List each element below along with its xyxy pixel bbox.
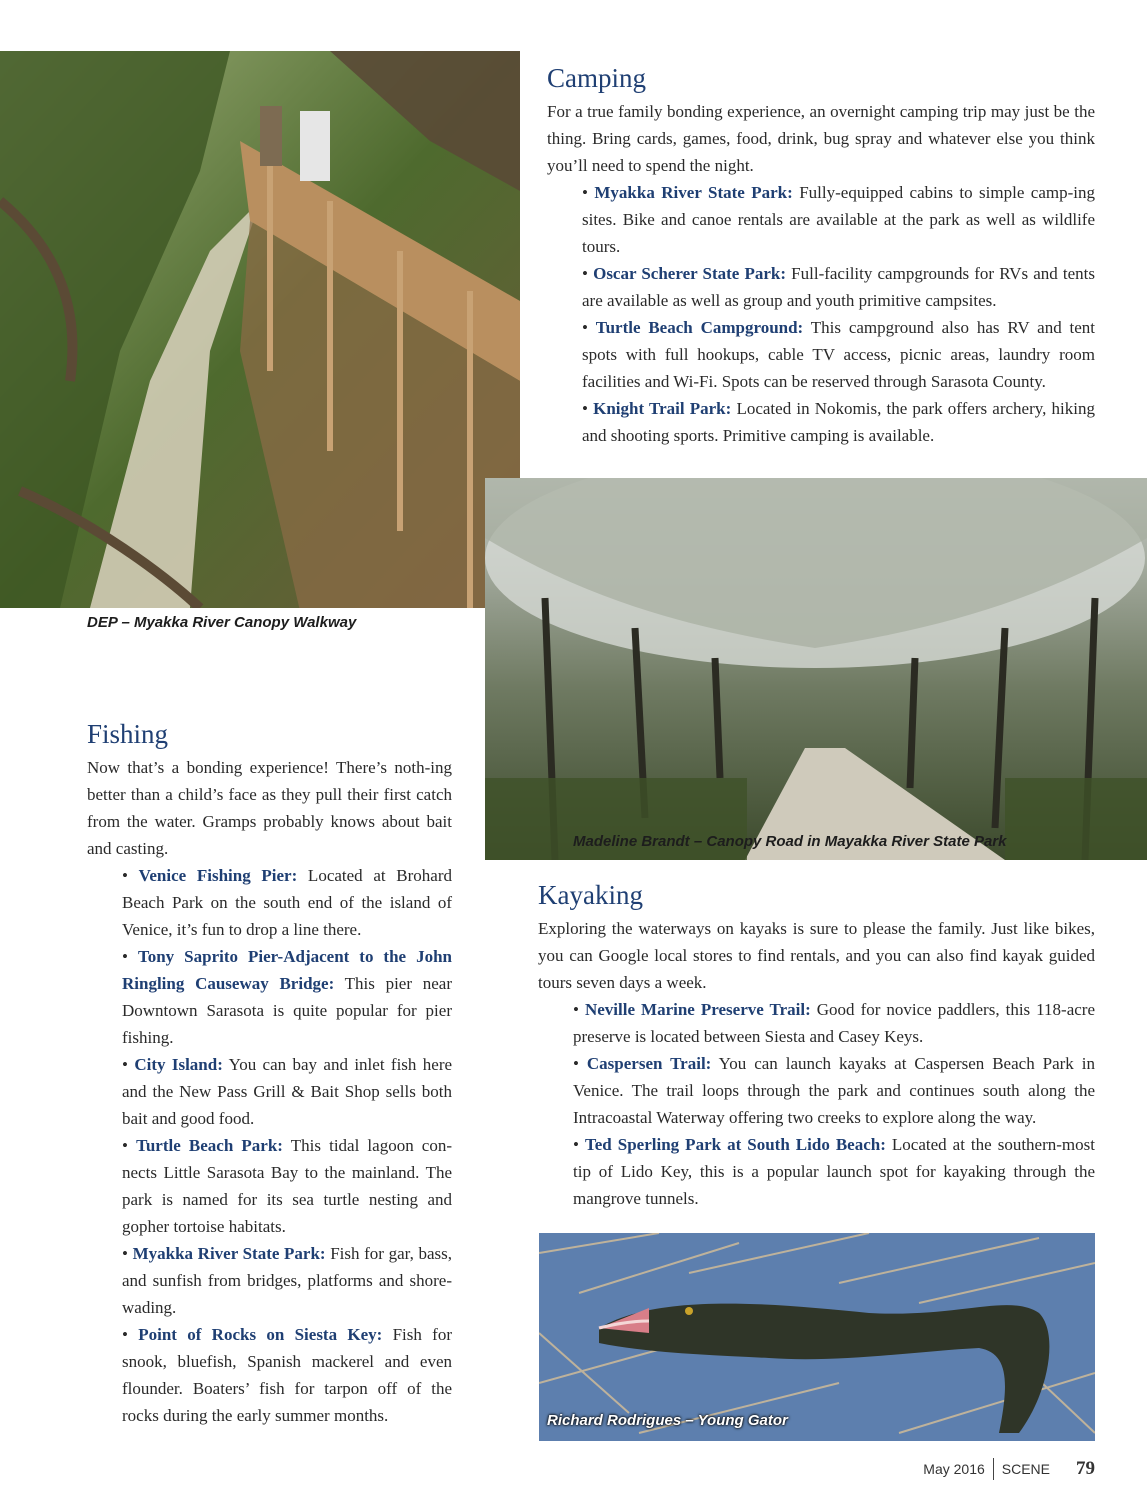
kayaking-intro: Exploring the waterways on kayaks is sure to please the family. Just like bikes, you can Google local stores to find rentals, and you can also find kayak guided tours seven days a week. [538, 919, 1095, 992]
item-text: This tidal lagoon con-nects Little Sarasota Bay to the mainland. The park is named for its sea turtle nesting and gopher tortoise habitats. [122, 1136, 453, 1236]
item-lead: Turtle Beach Park: [136, 1136, 283, 1155]
item-text: This campground also has RV and tent spots with full hookups, cable TV access, picnic areas, laundry room facilities and Wi-Fi. Spots can be reserved through Sarasota County. [582, 318, 1096, 391]
item-lead: Point of Rocks on Siesta Key: [138, 1325, 383, 1344]
item-lead: Turtle Beach Campground: [595, 318, 804, 337]
issue-date: May 2016 [923, 1461, 985, 1477]
item-lead: Venice Fishing Pier: [138, 866, 298, 885]
item-text: Located at the southern-most tip of Lido Key, this is a popular launch spot for kayaking through the mangrove tunnels. [573, 1135, 1095, 1208]
fishing-section [87, 718, 452, 1429]
footer-divider [993, 1458, 994, 1480]
list-item: • City Island: You can bay and inlet fish here and the New Pass Grill & Bait Shop sells both bait and good food. [122, 1055, 453, 1128]
list-item: • Tony Saprito Pier-Adjacent to the John Ringling Causeway Bridge: This pier near Downtown Sarasota is quite popular for pier fishing. [122, 947, 452, 1047]
list-item: • Myakka River State Park: Fully-equipped cabins to simple camp-ing sites. Bike and canoe rentals are available at the park as well as wildlife tours. [582, 183, 1096, 256]
canopy-road-photo [485, 478, 1147, 860]
item-text: You can bay and inlet fish here and the New Pass Grill & Bait Shop sells both bait and good food. [122, 1055, 453, 1128]
kayaking-list [573, 996, 1095, 1212]
item-text: Good for novice paddlers, this 118-acre preserve is located between Siesta and Casey Keys. [573, 1000, 1096, 1046]
item-lead: Myakka River State Park: [594, 183, 793, 202]
item-text: Full-facility campgrounds for RVs and tents are available as well as group and youth primitive campsites. [582, 264, 1095, 310]
list-item: • Venice Fishing Pier: Located at Brohard Beach Park on the south end of the island of Venice, it’s fun to drop a line there. [122, 866, 453, 939]
kayaking-heading: Kayaking [538, 880, 643, 910]
item-lead: Tony Saprito Pier-Adjacent to the John Ringling Causeway Bridge: [122, 947, 452, 993]
list-item: • Ted Sperling Park at South Lido Beach: Located at the southern-most tip of Lido Key, this is a popular launch spot for kayaking through the mangrove tunnels. [573, 1135, 1095, 1208]
gator-photo-caption: Richard Rodrigues – Young Gator [547, 1412, 788, 1429]
item-lead: City Island: [134, 1055, 223, 1074]
list-item: • Caspersen Trail: You can launch kayaks at Caspersen Beach Park in Venice. The trail loops through the park and continues south along the Intracoastal Waterway offering two creeks to explore along the way. [573, 1054, 1095, 1127]
item-text: Located at Brohard Beach Park on the south end of the island of Venice, it’s fun to drop a line there. [122, 866, 453, 939]
item-lead: Myakka River State Park: [132, 1244, 326, 1263]
camping-list [582, 179, 1095, 449]
list-item: • Oscar Scherer State Park: Full-facility campgrounds for RVs and tents are available as well as group and youth primitive campsites. [582, 264, 1095, 310]
fishing-list [122, 862, 452, 1429]
list-item: • Myakka River State Park: Fish for gar, bass, and sunfish from bridges, platforms and shore-wading. [122, 1244, 453, 1317]
item-text: Located in Nokomis, the park offers archery, hiking and shooting sports. Primitive camping is available. [582, 399, 1096, 445]
canopy-walkway-photo [0, 51, 520, 608]
item-lead: Knight Trail Park: [593, 399, 732, 418]
walkway-photo-caption: DEP – Myakka River Canopy Walkway [87, 614, 357, 631]
item-text: Fish for snook, bluefish, Spanish mackerel and even flounder. Boaters’ fish for tarpon off of the rocks during the early summer months. [122, 1325, 452, 1425]
item-text: Fish for gar, bass, and sunfish from bridges, platforms and shore-wading. [122, 1244, 453, 1317]
item-text: Fully-equipped cabins to simple camp-ing sites. Bike and canoe rentals are available at the park as well as wildlife tours. [582, 183, 1096, 256]
item-lead: Neville Marine Preserve Trail: [584, 1000, 811, 1019]
list-item: • Knight Trail Park: Located in Nokomis, the park offers archery, hiking and shooting sports. Primitive camping is available. [582, 399, 1096, 445]
page-number: 79 [1076, 1458, 1095, 1479]
item-lead: Caspersen Trail: [586, 1054, 712, 1073]
list-item: • Turtle Beach Park: This tidal lagoon con-nects Little Sarasota Bay to the mainland. The park is named for its sea turtle nesting and gopher tortoise habitats. [122, 1136, 453, 1236]
list-item: • Point of Rocks on Siesta Key: Fish for snook, bluefish, Spanish mackerel and even flounder. Boaters’ fish for tarpon off of the rocks during the early summer months. [122, 1325, 452, 1425]
fishing-intro: Now that’s a bonding experience! There’s noth-ing better than a child’s face as they pull their first catch from the water. Gramps probably knows about bait and casting. [87, 758, 452, 858]
fishing-heading: Fishing [87, 719, 169, 749]
item-text: This pier near Downtown Sarasota is quite popular for pier fishing. [122, 974, 452, 1047]
camping-section [547, 62, 1095, 449]
canopy-road-caption: Madeline Brandt – Canopy Road in Mayakka River State Park [573, 833, 1007, 850]
camping-heading: Camping [547, 63, 646, 93]
list-item: • Neville Marine Preserve Trail: Good for novice paddlers, this 118-acre preserve is located between Siesta and Casey Keys. [573, 1000, 1096, 1046]
item-text: You can launch kayaks at Caspersen Beach Park in Venice. The trail loops through the park and continues south along the Intracoastal Waterway offering two creeks to explore along the way. [573, 1054, 1095, 1127]
kayaking-section [538, 879, 1095, 1212]
page-footer [923, 1458, 1095, 1480]
magazine-name: SCENE [1001, 1461, 1050, 1477]
young-gator-photo [539, 1233, 1095, 1441]
camping-intro: For a true family bonding experience, an overnight camping trip may just be the thing. Bring cards, games, food, drink, bug spray and whatever else you think you’ll need to spend the night. [547, 102, 1095, 175]
list-item: • Turtle Beach Campground: This campground also has RV and tent spots with full hookups, cable TV access, picnic areas, laundry room facilities and Wi-Fi. Spots can be reserved through Sarasota County. [582, 318, 1096, 391]
item-lead: Ted Sperling Park at South Lido Beach: [584, 1135, 886, 1154]
item-lead: Oscar Scherer State Park: [593, 264, 787, 283]
